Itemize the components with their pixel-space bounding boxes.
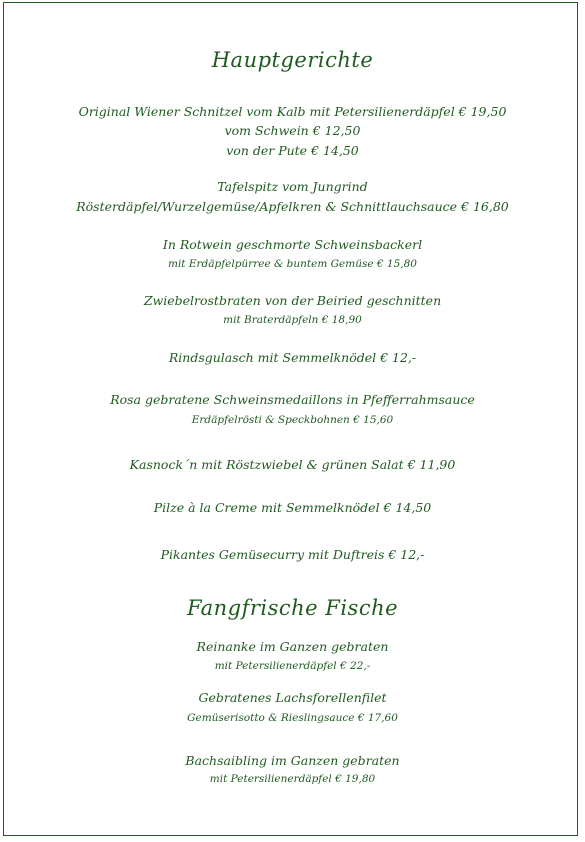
dish-reinanke-title: Reinanke im Ganzen gebraten: [196, 639, 389, 654]
dish-zwiebelrostbraten-title: Zwiebelrostbraten von der Beiried geschnitten: [143, 293, 442, 308]
dish-lachsforelle-title: Gebratenes Lachsforellenfilet: [198, 690, 387, 705]
dish-schweinsmedaillons-title: Rosa gebratene Schweinsmedaillons in Pfefferrahmsauce: [110, 392, 475, 407]
dish-schnitzel-title: Original Wiener Schnitzel vom Kalb mit Petersilienerdäpfel € 19,50: [78, 104, 507, 119]
dish-reinanke-sides: mit Petersilienerdäpfel € 22,-: [214, 660, 371, 672]
dish-kasnocken: Kasnock´n mit Röstzwiebel & grünen Salat € 11,90: [129, 457, 456, 472]
dish-zwiebelrostbraten-sides: mit Braterdäpfeln € 18,90: [223, 314, 362, 326]
dish-schnitzel-schwein: vom Schwein € 12,50: [224, 123, 361, 138]
section-heading-hauptgerichte: Hauptgerichte: [211, 48, 374, 72]
dish-schnitzel-pute: von der Pute € 14,50: [226, 143, 359, 158]
dish-gemuesecurry: Pikantes Gemüsecurry mit Duftreis € 12,-: [160, 547, 425, 562]
section-heading-fische: Fangfrische Fische: [186, 596, 399, 620]
dish-bachsaibling-title: Bachsaibling im Ganzen gebraten: [185, 753, 400, 768]
dish-schweinsbackerl-sides: mit Erdäpfelpürree & buntem Gemüse € 15,80: [167, 258, 417, 270]
dish-schweinsbackerl-title: In Rotwein geschmorte Schweinsbackerl: [162, 237, 423, 252]
dish-tafelspitz-title: Tafelspitz vom Jungrind: [217, 179, 368, 194]
dish-tafelspitz-sides: Rösterdäpfel/Wurzelgemüse/Apfelkren & Schnittlauchsauce € 16,80: [76, 199, 509, 214]
dish-pilze: Pilze à la Creme mit Semmelknödel € 14,50: [153, 500, 432, 515]
dish-rindsgulasch: Rindsgulasch mit Semmelknödel € 12,-: [168, 350, 417, 365]
dish-schweinsmedaillons-sides: Erdäpfelrösti & Speckbohnen € 15,60: [191, 414, 394, 426]
dish-bachsaibling-sides: mit Petersilienerdäpfel € 19,80: [209, 773, 376, 785]
dish-lachsforelle-sides: Gemüserisotto & Rieslingsauce € 17,60: [187, 712, 398, 724]
